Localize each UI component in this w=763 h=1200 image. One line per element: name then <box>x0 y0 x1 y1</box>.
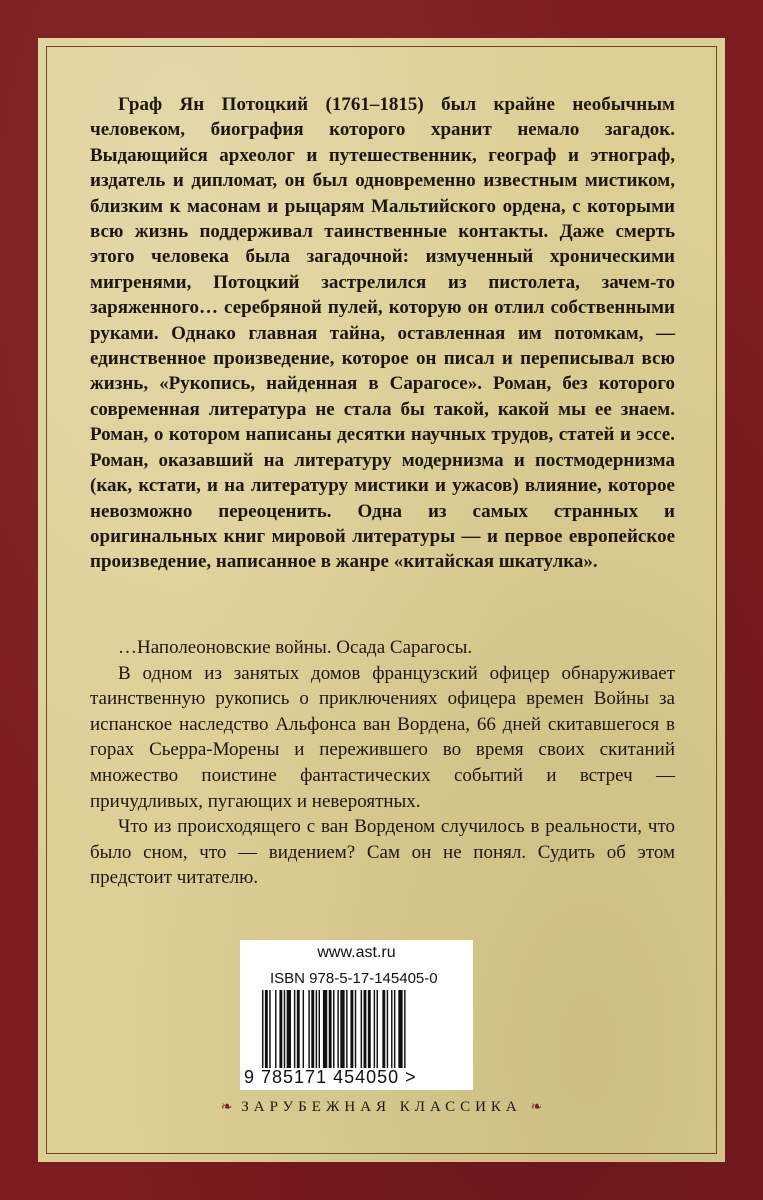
barcode-bar <box>340 990 344 1068</box>
barcode-bars <box>262 990 454 1068</box>
barcode-bar <box>284 990 285 1068</box>
barcode-bar <box>404 990 405 1068</box>
barcode-bar <box>275 990 276 1068</box>
barcode-bar <box>391 990 392 1068</box>
barcode-bar <box>319 990 320 1068</box>
ornament-left-icon: ❧ <box>220 1100 233 1115</box>
publisher-url: www.ast.ru <box>317 944 396 961</box>
annotation-plot <box>90 635 675 891</box>
series-line <box>38 1099 725 1116</box>
barcode-bar <box>382 990 385 1068</box>
barcode-bar <box>279 990 282 1068</box>
barcode-bar <box>316 990 317 1068</box>
barcode-bar <box>337 990 338 1068</box>
isbn-label: ISBN 978-5-17-145405-0 <box>270 970 438 987</box>
barcode-bar <box>303 990 304 1068</box>
text-panel <box>38 38 725 1162</box>
barcode-bar <box>377 990 378 1068</box>
barcode-bar <box>329 990 332 1068</box>
paragraph: Что из происходящего с ван Ворденом случилось в реальности, что было сном, что — видением? Сам он не понял. Судить об этом предстоит читателю. <box>90 816 675 889</box>
barcode-bar <box>333 990 334 1068</box>
barcode-bar <box>361 990 362 1068</box>
barcode-bar <box>262 990 263 1068</box>
barcode-digits: 9 785171 454050 > <box>244 1067 417 1087</box>
barcode-bar <box>265 990 268 1068</box>
barcode-bar <box>287 990 291 1068</box>
annotation-bold: Граф Ян Потоцкий (1761–1815) был крайне необычным человеком, биография которого хранит немало загадок. Выдающийся археолог и путешественник, географ и этнограф, издатель и дипломат, он был одновременно известным мистиком, близким к масонам и рыцарям Мальтийского ордена, с которыми всю жизнь поддерживал таинственные контакты. Даже смерть этого человека была загадочной: измученный хроническими мигренями, Потоцкий застрелился из пистолета, зачем-то заряженного… серебряной пулей, которую он отлил собственными руками. Однако главная тайна, оставленная им потомкам, — единственное произведение, которое он писал и переписывал всю жизнь, «Рукопись, найденная в Сарагосе». Роман, без которого современная литература не стала бы такой, какой мы ее знаем. Роман, о котором написаны десятки научных трудов, статей и эссе. Роман, оказавший на литературу модернизма и постмодернизма (как, кстати, и на литературу мистики и ужасов) влияние, которое невозможно переоценить. Одна из самых странных и оригинальных книг мировой литературы — и первое европейское произведение, написанное в жанре «китайская шкатулка». <box>90 94 675 573</box>
barcode-bar <box>368 990 371 1068</box>
series-title: ЗАРУБЕЖНАЯ КЛАССИКА <box>241 1099 522 1115</box>
paragraph: …Наполеоновские войны. Осада Сарагосы. <box>118 637 473 658</box>
barcode-bar <box>374 990 375 1068</box>
barcode-bar <box>297 990 300 1068</box>
barcode-bar <box>355 990 356 1068</box>
barcode-box <box>240 940 473 1090</box>
ornament-right-icon: ❧ <box>530 1100 543 1115</box>
barcode-bar <box>311 990 314 1068</box>
barcode-bar <box>387 990 388 1068</box>
barcode-bar <box>364 990 367 1068</box>
barcode-bar <box>346 990 347 1068</box>
barcode-bar <box>294 990 295 1068</box>
barcode-bar <box>394 990 395 1068</box>
paragraph: В одном из занятых домов французский офицер обнаруживает таинственную рукопись о приключениях офицера времен Войны за испанское наследство Альфонса ван Вордена, 66 дней скитавшегося в горах Сьерра-Морены и пережившего во время своих скитаний множество поистине фантастических событий и встреч — причудливых, пугающих и невероятных. <box>90 662 675 812</box>
barcode-bar <box>398 990 402 1068</box>
barcode-bar <box>350 990 353 1068</box>
barcode-bar <box>308 990 309 1068</box>
barcode-bar <box>323 990 327 1068</box>
barcode-bar <box>269 990 270 1068</box>
